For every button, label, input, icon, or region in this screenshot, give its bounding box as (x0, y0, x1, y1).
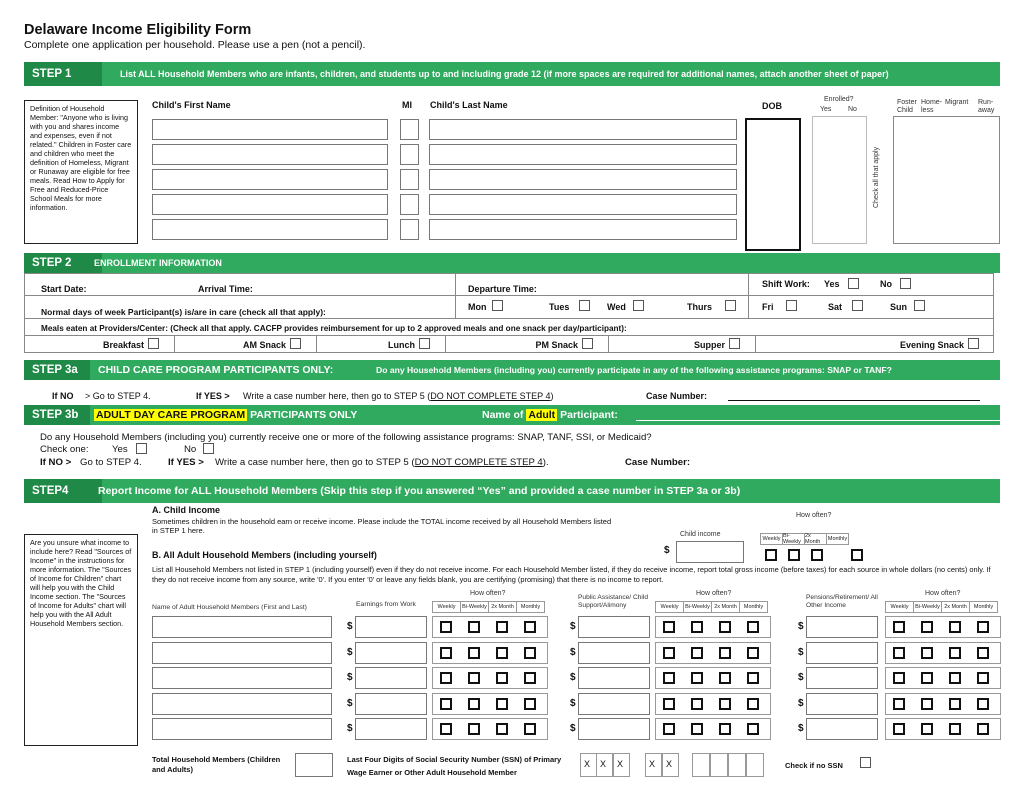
income-amount-field[interactable] (806, 667, 878, 689)
income-frequency-checkbox[interactable] (440, 621, 452, 633)
freq-header-cell: 2x Month (488, 601, 517, 613)
income-frequency-checkbox[interactable] (691, 672, 703, 684)
day-checkbox[interactable] (786, 300, 797, 311)
income-frequency-checkbox[interactable] (719, 723, 731, 735)
income-frequency-checkbox[interactable] (468, 723, 480, 735)
income-frequency-checkbox[interactable] (524, 647, 536, 659)
child-last-name-field[interactable] (429, 169, 737, 190)
page-subtitle: Complete one application per household. Please use a pen (not a pencil). (24, 39, 366, 51)
col-public-assistance: Public Assistance/ Child Support/Alimony (578, 594, 649, 609)
step2-tag: STEP 2 (24, 253, 102, 273)
child-biweekly-checkbox[interactable] (788, 549, 800, 561)
step4-bar (24, 479, 1000, 503)
income-frequency-checkbox[interactable] (440, 698, 452, 710)
adult-name-field[interactable] (152, 667, 332, 689)
step3a-case-number-field[interactable] (728, 400, 980, 401)
ssn-label: Last Four Digits of Social Security Number (SSN) of Primary Wage Earner or Other Adult Household Member (347, 755, 562, 777)
step3a-tag: STEP 3a (24, 360, 90, 380)
income-dollar: $ (347, 723, 353, 734)
ssn-x-mark: X (584, 759, 591, 769)
income-frequency-checkbox[interactable] (719, 621, 731, 633)
child-income-text: Sometimes children in the household earn or receive income. Please include the TOTAL income received by all Household Members listed in STEP 1 here. (152, 517, 612, 535)
col-enrolled: Enrolled? (824, 96, 854, 103)
income-frequency-checkbox[interactable] (691, 647, 703, 659)
adult-participant-field[interactable] (636, 420, 1000, 421)
income-dollar: $ (347, 697, 353, 709)
step3b-name-label (482, 405, 618, 425)
income-frequency-checkbox[interactable] (691, 621, 703, 633)
page-title: Delaware Income Eligibility Form (24, 22, 252, 38)
child-first-name-field[interactable] (152, 119, 388, 140)
step3b-heading-rest: PARTICIPANTS ONLY (250, 409, 358, 421)
step3b-yes-label: Yes (112, 444, 128, 455)
day-label: Mon (468, 302, 487, 312)
enrolled-box (812, 116, 867, 244)
meal-cell-divider (316, 335, 317, 353)
col-homeless: Home- less (921, 99, 943, 114)
income-help-text: Are you unsure what income to include here? Read "Sources of Income" in the instructions for more information. The "Sources of Income for Children" chart will help you with the Child Income section. The "Sources of Income for Adults" chart will help you with the All Adult Household Members section. (30, 538, 132, 628)
step3b-do-not-complete: DO NOT COMPLETE STEP 4 (414, 457, 543, 468)
income-dollar: $ (570, 723, 576, 734)
income-frequency-checkbox[interactable] (440, 647, 452, 659)
col-adult-name: Name of Adult Household Members (First and Last) (152, 604, 307, 611)
day-label: Tues (549, 302, 570, 312)
arrival-label: Arrival Time: (198, 284, 253, 294)
income-frequency-checkbox[interactable] (949, 621, 961, 633)
child-first-name-field[interactable] (152, 144, 388, 165)
income-dollar: $ (798, 697, 804, 709)
income-frequency-checkbox[interactable] (747, 672, 759, 684)
income-frequency-checkbox[interactable] (893, 723, 905, 735)
step3a-close: ) (550, 391, 554, 401)
child-income-label: Child income (680, 531, 721, 538)
income-frequency-checkbox[interactable] (747, 698, 759, 710)
income-frequency-checkbox[interactable] (719, 672, 731, 684)
income-frequency-checkbox[interactable] (893, 698, 905, 710)
step3b-heading (94, 405, 357, 425)
shift-no-label: No (880, 279, 892, 289)
adult-name-field[interactable] (152, 616, 332, 638)
step3b-question: Do any Household Members (including you) currently receive one or more of the following assistance programs: SNAP, TANF, SSI, or Medicaid? (40, 432, 652, 443)
income-frequency-checkbox[interactable] (496, 672, 508, 684)
income-frequency-checkbox[interactable] (977, 698, 989, 710)
step3b-write-case-text: Write a case number here, then go to STEP 5 ( (215, 457, 415, 468)
freq-monthly: Monthly (826, 533, 849, 545)
step3a-goto4: > Go to STEP 4. (85, 391, 151, 401)
step3a-write-case (243, 391, 553, 401)
income-amount-field[interactable] (355, 693, 427, 715)
step3a-heading: CHILD CARE PROGRAM PARTICIPANTS ONLY: (98, 364, 334, 376)
meal-checkbox[interactable] (419, 338, 430, 349)
income-frequency-checkbox[interactable] (921, 698, 933, 710)
income-frequency-checkbox[interactable] (663, 723, 675, 735)
shift-yes-label: Yes (824, 279, 840, 289)
income-amount-field[interactable] (578, 718, 650, 740)
income-frequency-checkbox[interactable] (949, 723, 961, 735)
step3b-tag: STEP 3b (24, 405, 90, 425)
income-frequency-checkbox[interactable] (977, 672, 989, 684)
child-last-name-field[interactable] (429, 219, 737, 240)
income-frequency-checkbox[interactable] (663, 698, 675, 710)
meal-cell-divider (445, 335, 446, 353)
freq-header-cell: Bi-Weekly (913, 601, 942, 613)
meal-checkbox[interactable] (290, 338, 301, 349)
step3b-case-number-label: Case Number: (625, 457, 691, 468)
start-date-label: Start Date: (41, 284, 87, 294)
income-amount-field[interactable] (806, 616, 878, 638)
ssn-digit-field[interactable] (746, 753, 764, 777)
income-frequency-checkbox[interactable] (496, 647, 508, 659)
freq-header-cell: Weekly (655, 601, 684, 613)
income-help-note (24, 534, 138, 746)
step3a-question: Do any Household Members (including you) currently participate in any of the following assistance programs: SNAP or TANF? (376, 365, 892, 375)
step4-tag: STEP4 (24, 479, 102, 503)
step3b-participant: Participant: (560, 409, 618, 421)
col-earnings-work: Earnings from Work (356, 601, 416, 608)
departure-label: Departure Time: (468, 284, 537, 294)
day-label: Wed (607, 302, 626, 312)
step3b-yes-checkbox[interactable] (136, 443, 147, 454)
child-first-name-field[interactable] (152, 219, 388, 240)
total-members-label: Total Household Members (Children and Adults) (152, 755, 281, 774)
meal-label: Supper (693, 340, 725, 350)
income-dollar: $ (798, 621, 804, 632)
freq-header-cell: Weekly (432, 601, 461, 613)
step3a-write-case-text: Write a case number here, then go to STEP 5 ( (243, 391, 431, 401)
income-frequency-checkbox[interactable] (719, 698, 731, 710)
income-frequency-checkbox[interactable] (747, 647, 759, 659)
income-dollar: $ (798, 672, 804, 683)
income-frequency-checkbox[interactable] (949, 672, 961, 684)
child-last-name-field[interactable] (429, 119, 737, 140)
day-label: Thurs (687, 302, 713, 312)
income-dollar: $ (798, 723, 804, 734)
child-mi-field[interactable] (400, 144, 419, 165)
income-frequency-checkbox[interactable] (663, 647, 675, 659)
enrolled-yes-label: Yes (820, 106, 832, 113)
meal-cell-divider (608, 335, 609, 353)
income-frequency-checkbox[interactable] (496, 698, 508, 710)
shift-yes-checkbox[interactable] (848, 278, 859, 289)
child-2xmonth-checkbox[interactable] (811, 549, 823, 561)
step3b-close: ). (542, 457, 549, 468)
ssn-x-mark: X (617, 759, 624, 769)
income-amount-field[interactable] (578, 642, 650, 664)
income-frequency-checkbox[interactable] (893, 647, 905, 659)
how-often-label: How often? (925, 590, 961, 597)
step3b-if-yes: If YES > (168, 457, 204, 468)
child-last-name-field[interactable] (429, 194, 737, 215)
income-amount-field[interactable] (355, 718, 427, 740)
step3a-bar (24, 360, 1000, 380)
income-dollar: $ (347, 672, 353, 683)
meal-label: Evening Snack (899, 340, 964, 350)
income-amount-field[interactable] (806, 718, 878, 740)
day-checkbox[interactable] (633, 300, 644, 311)
day-checkbox[interactable] (579, 300, 590, 311)
col-foster: Foster Child (897, 99, 917, 114)
income-frequency-checkbox[interactable] (747, 723, 759, 735)
step3a-do-not-complete: DO NOT COMPLETE STEP 4 (430, 391, 551, 401)
col-child-last-name: Child's Last Name (430, 100, 508, 110)
ssn-digit-field[interactable] (692, 753, 710, 777)
step3b-no-checkbox[interactable] (203, 443, 214, 454)
child-weekly-checkbox[interactable] (765, 549, 777, 561)
income-frequency-checkbox[interactable] (977, 621, 989, 633)
income-frequency-checkbox[interactable] (691, 698, 703, 710)
adult-name-field[interactable] (152, 693, 332, 715)
freq-header-cell: Monthly (739, 601, 768, 613)
income-dollar: $ (570, 621, 576, 632)
child-mi-field[interactable] (400, 119, 419, 140)
income-frequency-checkbox[interactable] (663, 672, 675, 684)
income-frequency-checkbox[interactable] (468, 698, 480, 710)
income-frequency-checkbox[interactable] (921, 723, 933, 735)
child-freq-header (760, 533, 848, 545)
day-checkbox[interactable] (852, 300, 863, 311)
income-amount-field[interactable] (578, 693, 650, 715)
ssn-digit-field[interactable] (728, 753, 746, 777)
income-frequency-checkbox[interactable] (747, 621, 759, 633)
meal-checkbox[interactable] (729, 338, 740, 349)
income-frequency-checkbox[interactable] (524, 672, 536, 684)
total-members-field[interactable] (295, 753, 333, 777)
step4-instructions: Report Income for ALL Household Members (Skip this step if you answered “Yes” and provided a case number in STEP 3a or 3b) (98, 485, 741, 497)
col-runaway: Run- away (978, 99, 995, 114)
child-income-dollar: $ (664, 545, 670, 556)
meal-label: Lunch (388, 340, 415, 350)
ssn-digit-field[interactable] (710, 753, 728, 777)
income-frequency-checkbox[interactable] (468, 621, 480, 633)
income-amount-field[interactable] (578, 667, 650, 689)
day-checkbox[interactable] (492, 300, 503, 311)
check-all-note: Check all that apply (873, 146, 880, 208)
check-one-label: Check one: (40, 444, 89, 455)
income-frequency-checkbox[interactable] (893, 621, 905, 633)
meal-label: PM Snack (535, 340, 578, 350)
meal-checkbox[interactable] (968, 338, 979, 349)
child-income-field[interactable] (676, 541, 744, 563)
child-income-title: A. Child Income (152, 505, 221, 515)
step3b-if-no: If NO > (40, 457, 72, 468)
step3a-case-number-label: Case Number: (646, 391, 708, 401)
income-frequency-checkbox[interactable] (496, 723, 508, 735)
step3b-goto4: Go to STEP 4. (80, 457, 142, 468)
meal-checkbox[interactable] (582, 338, 593, 349)
freq-header-cell: 2x Month (711, 601, 740, 613)
income-frequency-checkbox[interactable] (921, 672, 933, 684)
step3a-if-no: If NO (52, 391, 74, 401)
step3b-bar (24, 405, 1000, 425)
step2-bar (24, 253, 1000, 273)
income-frequency-checkbox[interactable] (691, 723, 703, 735)
step3b-no-label: No (184, 444, 197, 455)
step1-instructions: List ALL Household Members who are infants, children, and students up to and including grade 12 (if more spaces are required for additional names, attach another sheet of paper) (120, 69, 889, 79)
income-frequency-checkbox[interactable] (663, 621, 675, 633)
adult-income-text: List all Household Members not listed in STEP 1 (including yourself) even if they do not receive income. For each Household Member listed, if they do receive income, report total gross income (before taxes) for each source in whole dollars (no cents) only. If they do not receive income from any source, write '0'. If you enter '0' or leave any fields blank, you are certifying (promising) that there is no income to report. (152, 565, 991, 584)
adult-freq-header (885, 601, 997, 613)
adult-freq-header (432, 601, 544, 613)
income-dollar: $ (570, 646, 576, 658)
freq-header-cell: Monthly (969, 601, 998, 613)
freq-biweekly: Bi-Weekly (782, 533, 805, 545)
how-often-label: How often? (470, 590, 506, 597)
income-frequency-checkbox[interactable] (524, 698, 536, 710)
child-first-name-field[interactable] (152, 169, 388, 190)
meals-label: Meals eaten at Providers/Center: (Check all that apply. CACFP provides reimbursement for up to 2 approved meals and one snack per day/participant): (41, 324, 627, 333)
step1-tag: STEP 1 (24, 62, 102, 86)
income-dollar: $ (798, 646, 804, 658)
income-frequency-checkbox[interactable] (893, 672, 905, 684)
freq-weekly: Weekly (760, 533, 783, 545)
child-how-often: How often? (796, 512, 832, 519)
shift-no-checkbox[interactable] (900, 278, 911, 289)
no-ssn-label: Check if no SSN (785, 761, 843, 770)
income-dollar: $ (347, 646, 353, 658)
income-amount-field[interactable] (355, 667, 427, 689)
meal-checkbox[interactable] (148, 338, 159, 349)
day-label: Sat (828, 302, 843, 312)
dob-box (745, 118, 801, 251)
income-dollar: $ (347, 621, 353, 632)
day-checkbox[interactable] (725, 300, 736, 311)
income-frequency-checkbox[interactable] (440, 723, 452, 735)
income-amount-field[interactable] (578, 616, 650, 638)
income-amount-field[interactable] (355, 642, 427, 664)
col-child-first-name: Child's First Name (152, 100, 231, 110)
child-mi-field[interactable] (400, 169, 419, 190)
step3a-if-yes: If YES > (196, 391, 230, 401)
freq-header-cell: 2x Month (941, 601, 970, 613)
income-frequency-checkbox[interactable] (949, 698, 961, 710)
col-mi: MI (402, 100, 412, 110)
ssn-x-mark: X (600, 759, 607, 769)
step3b-heading-highlight: ADULT DAY CARE PROGRAM (96, 409, 246, 421)
col-dob: DOB (762, 101, 782, 111)
day-label: Sun (890, 302, 907, 312)
income-dollar: $ (570, 697, 576, 709)
freq-header-cell: Bi-Weekly (460, 601, 489, 613)
day-label: Fri (762, 302, 774, 312)
child-mi-field[interactable] (400, 194, 419, 215)
status-box (893, 116, 1000, 244)
child-last-name-field[interactable] (429, 144, 737, 165)
income-frequency-checkbox[interactable] (496, 621, 508, 633)
income-amount-field[interactable] (806, 693, 878, 715)
household-definition-note (24, 100, 138, 244)
ssn-x-mark: X (649, 759, 656, 769)
child-mi-field[interactable] (400, 219, 419, 240)
ssn-x-mark: X (666, 759, 673, 769)
income-frequency-checkbox[interactable] (949, 647, 961, 659)
meal-label: Breakfast (102, 340, 144, 350)
col-migrant: Migrant (945, 99, 969, 106)
how-often-label: How often? (696, 590, 732, 597)
step3b-name-of: Name of (482, 409, 524, 421)
adult-income-title: B. All Adult Household Members (including yourself) (152, 550, 377, 560)
income-frequency-checkbox[interactable] (468, 672, 480, 684)
income-frequency-checkbox[interactable] (977, 647, 989, 659)
normal-days-label: Normal days of week Participant(s) is/are in care (check all that apply): (41, 307, 326, 317)
income-frequency-checkbox[interactable] (524, 621, 536, 633)
freq-header-cell: Monthly (516, 601, 545, 613)
freq-header-cell: Bi-Weekly (683, 601, 712, 613)
child-monthly-checkbox[interactable] (851, 549, 863, 561)
income-frequency-checkbox[interactable] (440, 672, 452, 684)
meal-cell-divider (174, 335, 175, 353)
step2-title: ENROLLMENT INFORMATION (94, 258, 222, 268)
freq-header-cell: Weekly (885, 601, 914, 613)
adult-freq-header (655, 601, 767, 613)
meal-label: AM Snack (242, 340, 286, 350)
meal-cell-divider (755, 335, 756, 353)
day-checkbox[interactable] (914, 300, 925, 311)
income-frequency-checkbox[interactable] (977, 723, 989, 735)
adult-name-field[interactable] (152, 718, 332, 740)
no-ssn-checkbox[interactable] (860, 757, 871, 768)
col-pensions: Pensions/Retirement/ All Other Income (806, 594, 878, 609)
step1-bar (24, 62, 1000, 86)
income-frequency-checkbox[interactable] (921, 647, 933, 659)
freq-2xmonth: 2x Month (804, 533, 827, 545)
income-frequency-checkbox[interactable] (921, 621, 933, 633)
income-frequency-checkbox[interactable] (524, 723, 536, 735)
income-amount-field[interactable] (806, 642, 878, 664)
income-dollar: $ (570, 672, 576, 683)
step3b-adult: Adult (528, 409, 556, 421)
step3b-write-case (215, 457, 549, 468)
adult-name-field[interactable] (152, 642, 332, 664)
income-frequency-checkbox[interactable] (719, 647, 731, 659)
income-amount-field[interactable] (355, 616, 427, 638)
enrolled-no-label: No (848, 106, 857, 113)
income-frequency-checkbox[interactable] (468, 647, 480, 659)
shift-work-label: Shift Work: (762, 279, 810, 289)
household-definition-text: Definition of Household Member: "Anyone who is living with you and shares income and expenses, even if not related." Children in Foster care and children who meet the definition of Homeless, Migrant or Runaway are eligible for free meals. Read How to Apply for Free and Reduced-Price School Meals for more information. (30, 104, 132, 212)
child-first-name-field[interactable] (152, 194, 388, 215)
